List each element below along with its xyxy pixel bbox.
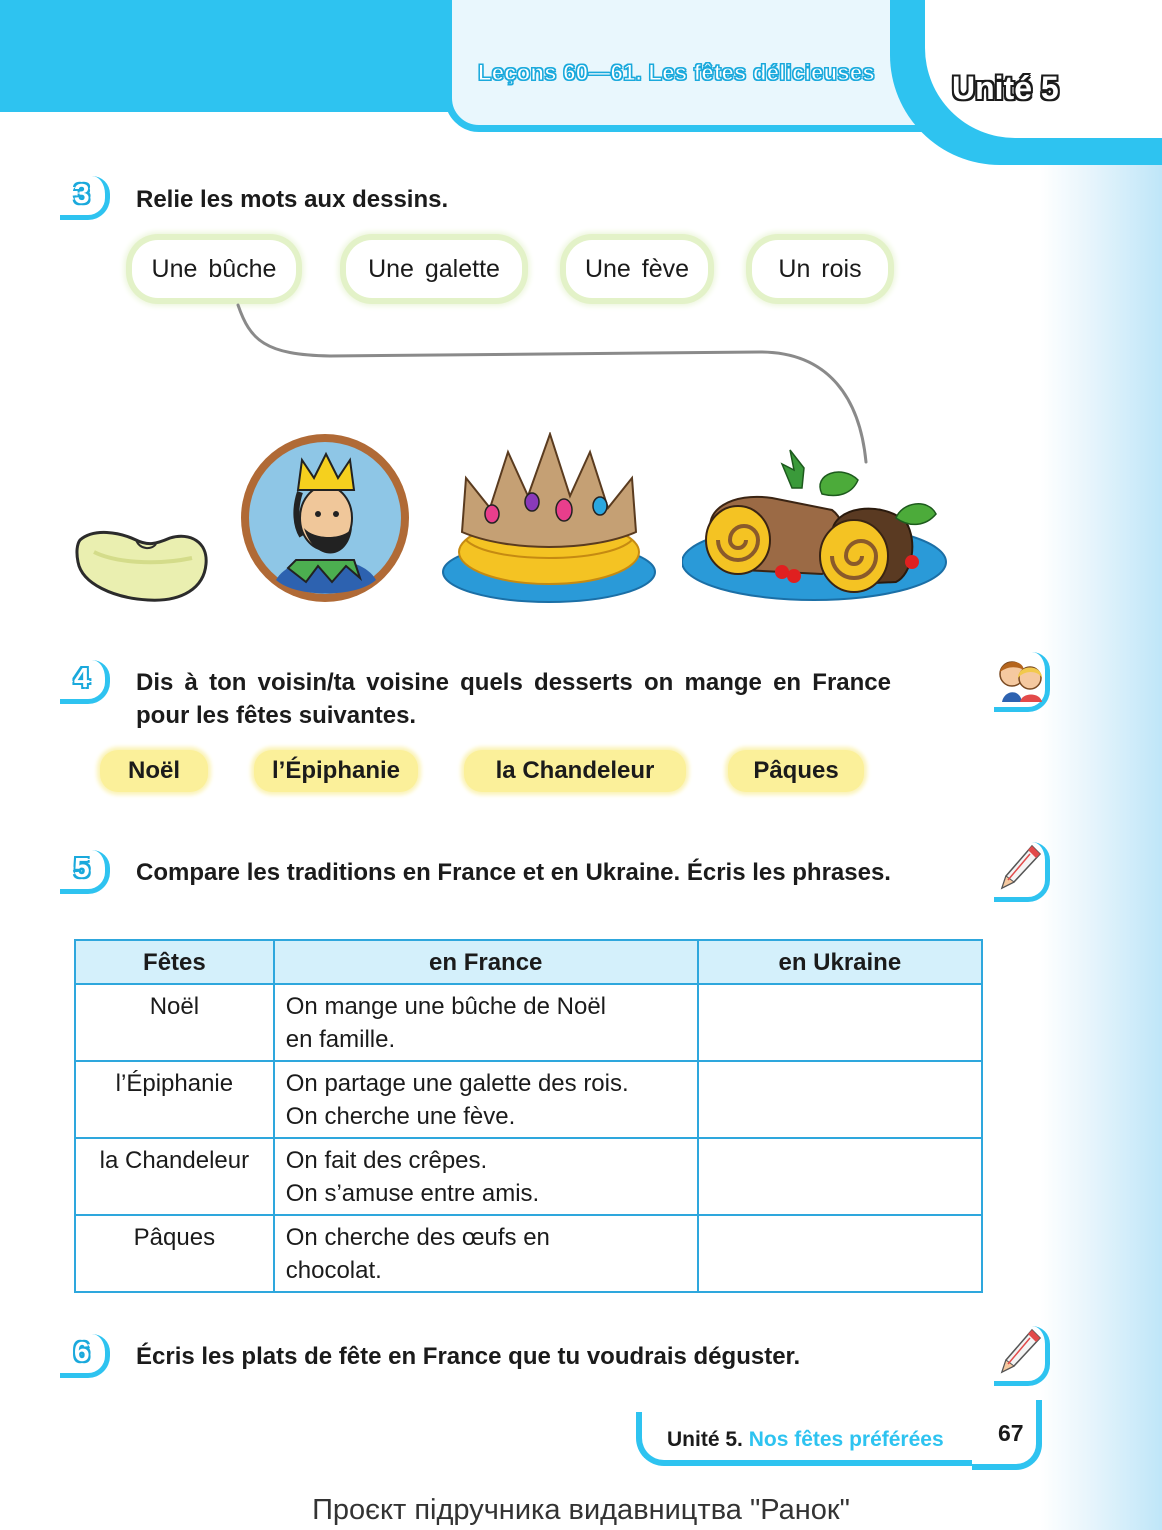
exercise-5-number: 5: [60, 850, 110, 900]
pencil-icon: [994, 1326, 1052, 1388]
exercise-3-instruction: Relie les mots aux dessins.: [136, 186, 449, 213]
cell-france: On cherche des œufs en chocolat.: [274, 1215, 698, 1292]
exercise-5-instruction: Compare les traditions en France et en Ukraine. Écris les phrases.: [136, 859, 891, 886]
cell-fete: Noël: [75, 984, 274, 1061]
cell-france: On partage une galette des rois. On cherche une fève.: [274, 1061, 698, 1138]
pencil-icon: [994, 842, 1052, 904]
page-number: 67: [998, 1420, 1024, 1446]
pair-work-icon: [994, 652, 1052, 714]
word-une-buche[interactable]: Une bûche: [132, 240, 296, 298]
festival-noel[interactable]: Noël: [100, 750, 208, 792]
word-un-rois[interactable]: Un rois: [752, 240, 888, 298]
exercise-6-instruction: Écris les plats de fête en France que tu voudrais déguster.: [136, 1343, 801, 1370]
table-row: [75, 1061, 982, 1138]
galette-icon[interactable]: [440, 432, 658, 604]
exercise-3-number: 3: [60, 176, 110, 226]
table-header-row: [75, 940, 982, 984]
unit-label: Unité 5: [952, 70, 1059, 106]
lesson-title: Leçons 60—61. Les fêtes délicieuses: [478, 60, 875, 85]
buche-icon[interactable]: [682, 444, 952, 606]
festival-paques[interactable]: Pâques: [728, 750, 864, 792]
header-fetes: Fêtes: [75, 940, 274, 984]
publisher-credit: Проєкт підручника видавництва "Ранок": [312, 1494, 850, 1526]
footer-unit-title: Unité 5. Nos fêtes préférées: [667, 1428, 944, 1451]
cell-fete: la Chandeleur: [75, 1138, 274, 1215]
cell-france: On mange une bûche de Noël en famille.: [274, 984, 698, 1061]
cell-fete: Pâques: [75, 1215, 274, 1292]
cell-fete: l’Épiphanie: [75, 1061, 274, 1138]
traditions-table: [74, 939, 983, 1293]
exercise-4-instruction: Dis à ton voisin/ta voisine quels desserts on mange en France pour les fêtes suivantes.: [136, 669, 891, 729]
table-row: [75, 1215, 982, 1292]
bean-icon[interactable]: [74, 522, 210, 604]
header-en-france: en France: [274, 940, 698, 984]
word-une-feve[interactable]: Une fève: [566, 240, 708, 298]
header-en-ukraine: en Ukraine: [698, 940, 982, 984]
cell-ukraine-answer[interactable]: [698, 984, 982, 1061]
table-row: [75, 984, 982, 1061]
cell-ukraine-answer[interactable]: [698, 1138, 982, 1215]
festival-epiphanie[interactable]: l’Épiphanie: [254, 750, 418, 792]
king-icon[interactable]: [236, 430, 414, 606]
cell-ukraine-answer[interactable]: [698, 1061, 982, 1138]
word-une-galette[interactable]: Une galette: [346, 240, 522, 298]
cell-ukraine-answer[interactable]: [698, 1215, 982, 1292]
exercise-6-number: 6: [60, 1334, 110, 1384]
cell-france: On fait des crêpes. On s’amuse entre amis.: [274, 1138, 698, 1215]
exercise-4-number: 4: [60, 660, 110, 710]
table-row: [75, 1138, 982, 1215]
festival-chandeleur[interactable]: la Chandeleur: [464, 750, 686, 792]
